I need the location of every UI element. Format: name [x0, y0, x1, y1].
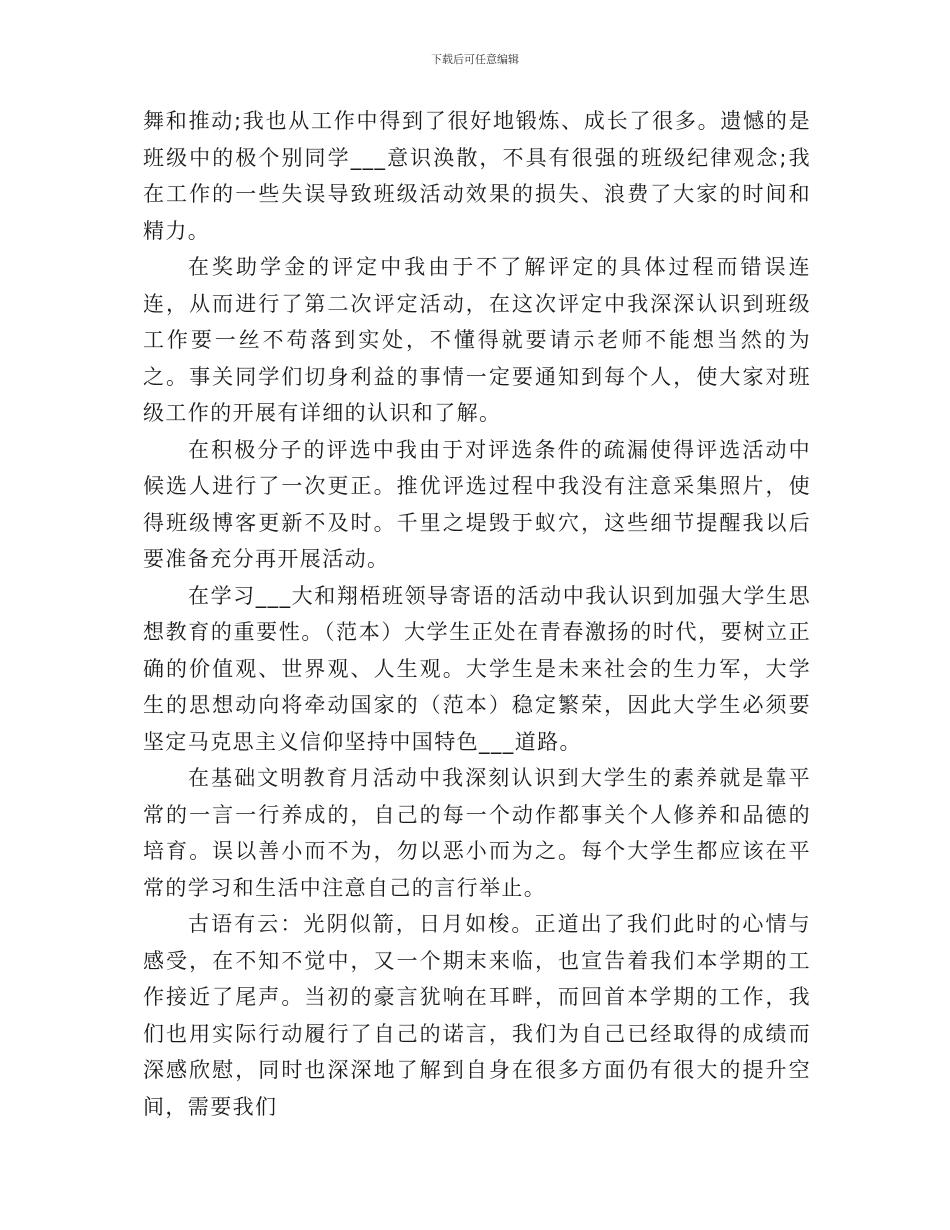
page-header: 下载后可任意编辑 — [431, 53, 519, 66]
paragraph-6: 古语有云：光阴似箭，日月如梭。正道出了我们此时的心情与感受，在不知不觉中，又一个期末来临，也宣告着我们本学期的工作接近了尾声。当初的豪言犹响在耳畔，而回首本学期的工作，我们也用实际行动履行了自己的诺言，我们为自己已经取得的成绩而深感欣慰，同时也深深地了解到自身在很多方面仍有很大的提升空间，需要我们 — [143, 912, 811, 1119]
paragraph-1: 舞和推动;我也从工作中得到了很好地锻炼、成长了很多。遗憾的是班级中的极个别同学___意识涣散，不具有很强的班级纪律观念;我在工作的一些失误导致班级活动效果的损失、浪费了大家的时间和精力。 — [143, 109, 811, 243]
paragraph-4: 在学习___大和翔梧班领导寄语的活动中我认识到加强大学生思想教育的重要性。（范本）大学生正处在青春激扬的时代，要树立正确的价值观、世界观、人生观。大学生是未来社会的生力军，大学生的思想动向将牵动国家的（范本）稳定繁荣，因此大学生必须要坚定马克思主义信仰坚持中国特色___道路。 — [143, 583, 811, 754]
paragraph-3: 在积极分子的评选中我由于对评选条件的疏漏使得评选活动中候选人进行了一次更正。推优评选过程中我没有注意采集照片，使得班级博客更新不及时。千里之堤毁于蚁穴，这些细节提醒我以后要准备充分再开展活动。 — [143, 437, 811, 571]
document-body — [143, 103, 811, 1125]
paragraph-5: 在基础文明教育月活动中我深刻认识到大学生的素养就是靠平常的一言一行养成的，自己的每一个动作都事关个人修养和品德的培育。误以善小而不为，勿以恶小而为之。每个大学生都应该在平常的学习和生活中注意自己的言行举止。 — [143, 766, 811, 900]
paragraph-2: 在奖助学金的评定中我由于不了解评定的具体过程而错误连连，从而进行了第二次评定活动，在这次评定中我深深认识到班级工作要一丝不苟落到实处，不懂得就要请示老师不能想当然的为之。事关同学们切身利益的事情一定要通知到每个人，使大家对班级工作的开展有详细的认识和了解。 — [143, 255, 811, 425]
